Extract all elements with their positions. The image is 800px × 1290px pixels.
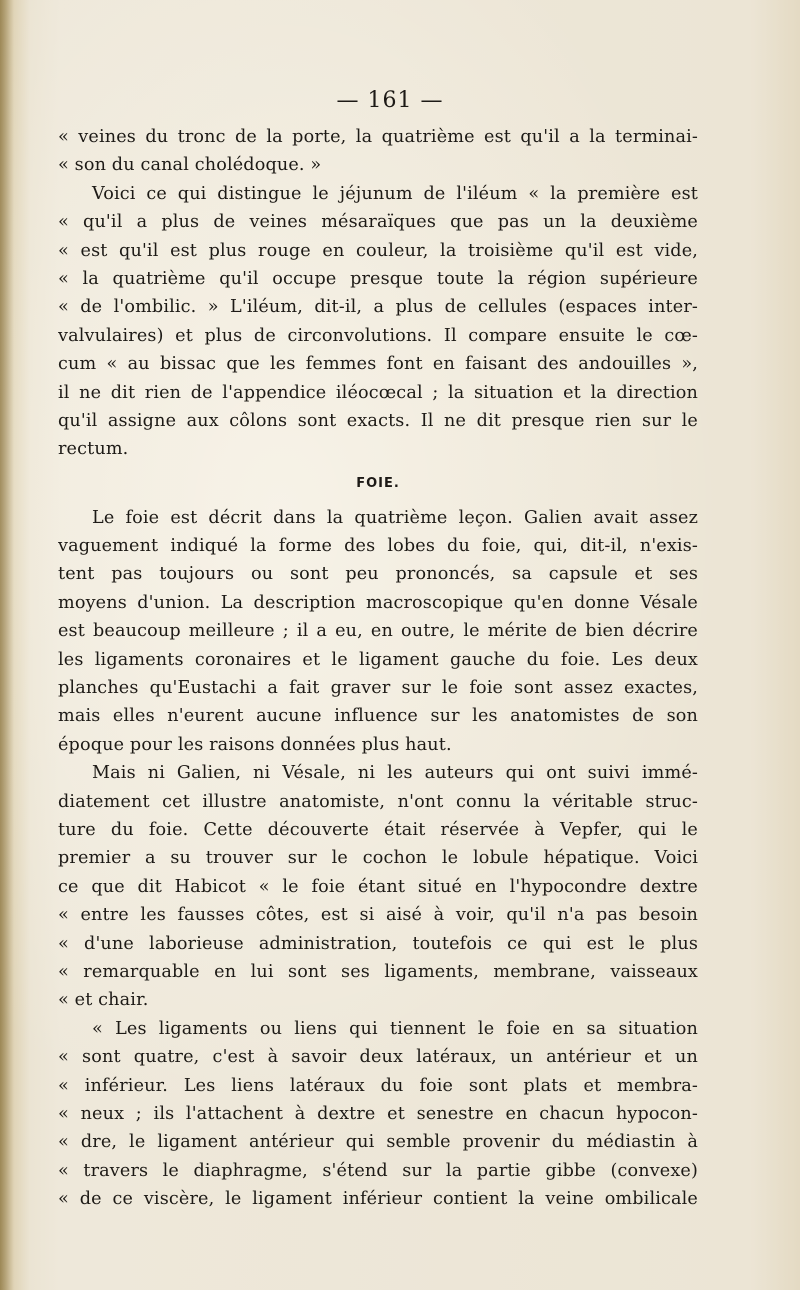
text-line: il ne dit rien de l'appendice iléocœcal ; la situation et la direction [58,382,698,403]
text-line: « d'une laborieuse administration, toutefois ce qui est le plus [58,933,698,954]
text-line: « dre, le ligament antérieur qui semble provenir du médiastin à [58,1132,698,1153]
text-line: planches qu'Eustachi a fait graver sur le foie sont assez exactes, [58,678,698,699]
text-line: ture du foie. Cette découverte était réservée à Vepfer, qui le [58,819,698,840]
page-number: — 161 — [336,88,444,113]
text-line: tent pas toujours ou sont peu prononcés, sa capsule et ses [58,564,698,585]
text-line: Voici ce qui distingue le jéjunum de l'iléum « la première est [92,183,698,204]
text-line: ce que dit Habicot « le foie étant situé en l'hypocondre dextre [58,876,698,897]
text-line: diatement cet illustre anatomiste, n'ont connu la véritable struc- [58,791,698,812]
text-line: Mais ni Galien, ni Vésale, ni les auteurs qui ont suivi immé- [92,763,698,784]
body-text [58,123,698,1213]
text-line: cum « au bissac que les femmes font en faisant des andouilles », [58,354,698,375]
text-line: rectum. [58,439,129,460]
text-line: moyens d'union. La description macroscopique qu'en donne Vésale [58,592,698,613]
text-line: « et chair. [58,990,149,1011]
text-line: mais elles n'eurent aucune influence sur les anatomistes de son [58,706,698,727]
text-line: qu'il assigne aux côlons sont exacts. Il ne dit presque rien sur le [58,410,698,431]
text-line: « inférieur. Les liens latéraux du foie sont plats et membra- [58,1075,698,1096]
text-line: « neux ; ils l'attachent à dextre et senestre en chacun hypocon- [58,1103,698,1124]
binding-shadow [0,0,14,1290]
text-line: « son du canal cholédoque. » [58,155,322,176]
text-line: époque pour les raisons données plus haut. [58,734,452,755]
text-line: « sont quatre, c'est à savoir deux latéraux, un antérieur et un [58,1047,698,1068]
text-line: « entre les fausses côtes, est si aisé à voir, qu'il n'a pas besoin [58,905,698,926]
text-line: « veines du tronc de la porte, la quatrième est qu'il a la terminai- [58,127,698,147]
text-line: les ligaments coronaires et le ligament gauche du foie. Les deux [58,649,698,670]
section-heading: FOIE. [356,475,400,491]
text-line: « est qu'il est plus rouge en couleur, la troisième qu'il est vide, [58,240,698,261]
text-line: « Les ligaments ou liens qui tiennent le foie en sa situation [92,1018,698,1039]
text-line: « de l'ombilic. » L'iléum, dit-il, a plus de cellules (espaces inter- [58,297,698,318]
text-line: valvulaires) et plus de circonvolutions. Il compare ensuite le cœ- [58,325,698,346]
text-line: « remarquable en lui sont ses ligaments, membrane, vaisseaux [58,961,698,982]
text-line: Le foie est décrit dans la quatrième leçon. Galien avait assez [92,507,698,528]
text-line: est beaucoup meilleure ; il a eu, en outre, le mérite de bien décrire [58,621,698,642]
text-line: premier a su trouver sur le cochon le lobule hépatique. Voici [58,848,698,869]
text-line: « de ce viscère, le ligament inférieur contient la veine ombilicale [58,1189,698,1210]
text-line: « qu'il a plus de veines mésaraïques que pas un la deuxième [58,212,698,233]
text-line: vaguement indiqué la forme des lobes du foie, qui, dit-il, n'exis- [58,536,698,557]
text-line: « travers le diaphragme, s'étend sur la partie gibbe (convexe) [58,1160,698,1181]
text-line: « la quatrième qu'il occupe presque toute la région supérieure [58,268,698,289]
